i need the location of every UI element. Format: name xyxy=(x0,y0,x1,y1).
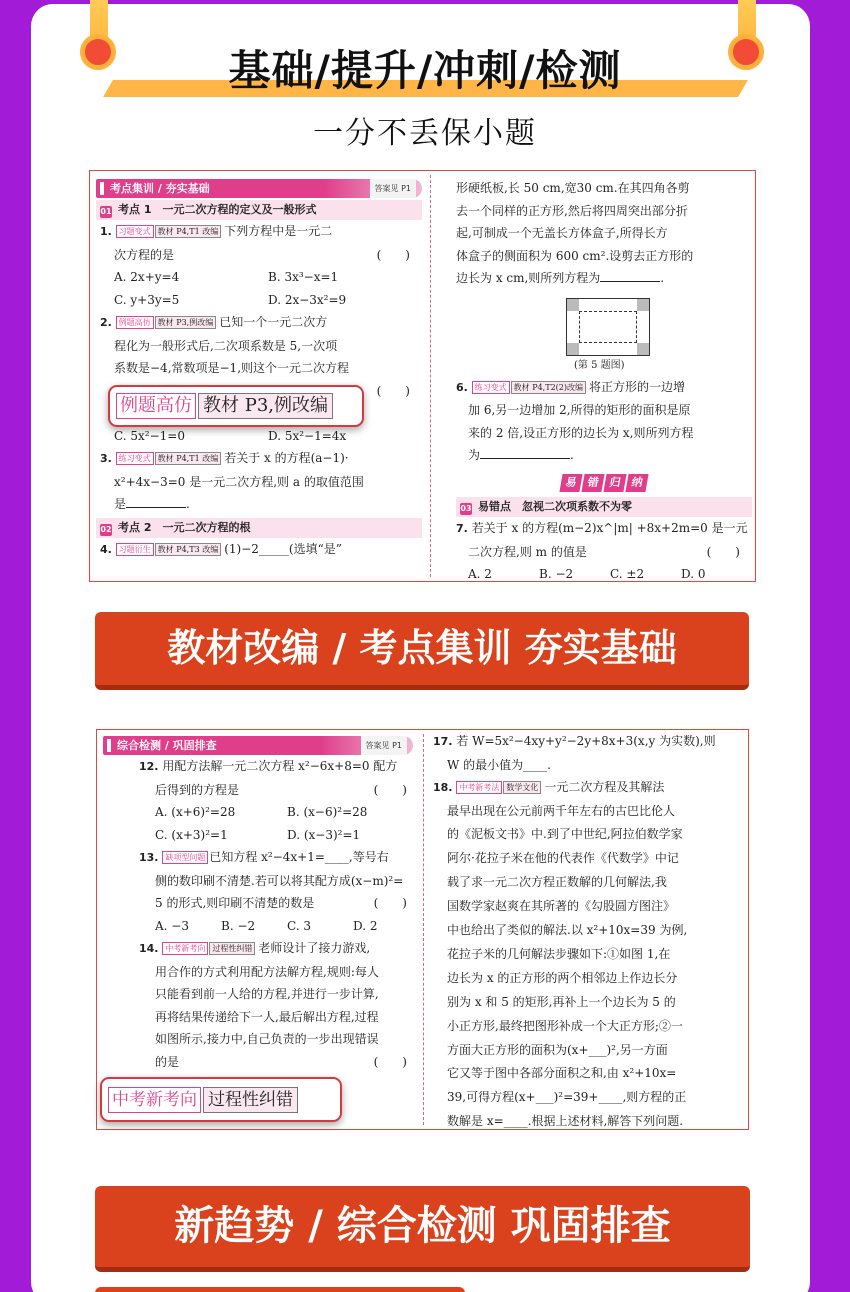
q18-line: 国数学家赵爽在其所著的《勾股圆方图注》 xyxy=(447,899,676,914)
question-7: 7. 若关于 x 的方程(m−2)x^|m| +8x+2m=0 是一元 xyxy=(456,521,748,535)
error-summary-badge: 易 错 归 纳 xyxy=(456,471,752,494)
question-18: 18. 中考新考法 数学文化 一元二次方程及其解法 xyxy=(433,780,665,794)
q18-line: 数解是 x=____.根据上述材料,解答下列问题. xyxy=(447,1114,684,1129)
q18-line: 方面大正方形的面积为(x+___)²,另一方面 xyxy=(447,1042,668,1057)
section-header-2: 综合检测 / 巩固排查 答案见 P1 xyxy=(103,736,413,755)
section-header: 考点集训 / 夯实基础 答案见 P1 xyxy=(96,179,422,198)
box-figure xyxy=(566,298,650,356)
page-title: 基础/提升/冲刺/检测 xyxy=(228,46,622,95)
q18-line: 的《泥板文书》中.到了中世纪,阿拉伯数学家 xyxy=(447,827,683,842)
zoom-callout-2: 中考新考向 过程性纠错 xyxy=(100,1077,342,1122)
q18-line: 小正方形,最终把图形补成一个大正方形;②一 xyxy=(447,1018,683,1033)
answer-ref: 答案见 P1 xyxy=(370,179,416,198)
figure-caption: (第 5 题图) xyxy=(574,359,625,371)
question-18-body xyxy=(433,800,745,1131)
page2-right-col: 17. 若 W=5x²−4xy+y²−2y+8x+3(x,y 为实数),则 W 的最小值为____. 18. 中考新考法 数学文化 一元二次方程及其解法 最早出现在公元前两千年左右的古巴比伦人 的《泥板文书》中.到了中世纪,阿拉伯数学家 阿尔·花拉子米在他的代表作《代数学》中记 载了求一元二次方程正数解的几何解法,我 国数学家赵爽在其所著的《勾股圆方图注》 中也给出了类似的解法.以 x²+10x=39 为例, 花拉子米的几何解法步骤如下:①如图 1,在 边长为 x 的正方形的两个相邻边上作边长分 别为 x 和 5 的矩形,再补上一个边长为 5 的 小正方形,最终把图形补成一个大正方形;②一 方面大正方形的面积为(x+___)²,另一方面 它又等于图中各部分面积之和,由 x²+10x= 39,可得方程(x+___)²=39+____,则方程的正 数解是 x=____.根据上述材料,解答下列问题. xyxy=(433,730,745,1129)
question-3: 3. 练习变式 教材 P4,T1 改编 若关于 x 的方程(a−1)· xyxy=(100,451,349,465)
page1-right-col: 形硬纸板,长 50 cm,宽30 cm.在其四角各剪 去一个同样的正方形,然后将四周突出部分折 起,可制成一个无盖长方体盒子,所得长方 体盒子的侧面积为 600 cm².设剪去正方形的 边长为 x cm,则所列方程为 . (第 5 题图) 6. 练习变式 教材 P4,T2(2)改编 将正方形的一边增 加 6,另一边增加 2,所得的矩形的面积是原 来的 2 倍,设正方形的边长为 x,则所列方程 为 . 易 错 归 纳 03 易错点 忽视二次项系数不为零 7. 若关于 x 的方程(m−2)x^|m| +8x+2m=0 是一元 二次方程,则 m 的值是 ( ) A. 2 B. −2 C. ±2 D. 0 xyxy=(456,177,752,581)
page2-left-col: 综合检测 / 巩固排查 答案见 P1 12. 用配方法解一元二次方程 x²−6x+8=0 配方 后得到的方程是 ( ) A. (x+6)²=28 B. (x−6)²=28 C. (x+3)²=1 D. (x−3)²=1 13. 缺项型问题 已知方程 x²−4x+1=____,等号右 侧的数印刷不清楚.若可以将其配方成(x−m)²= 5 的形式,则印刷不清楚的数是 ( ) A. −3 B. −2 C. 3 D. 2 14. 中考新考向 过程性纠错 老师设计了接力游戏, 用合作的方式利用配方法解方程,规则:每人 只能看到前一人给的方程,并进行一步计算, 再将结果传递给下一人,最后解出方程,过程 如图所示,接力中,自己负责的一步出现错误 的是 ( ) xyxy=(139,736,419,1129)
page1-left-col: 考点集训 / 夯实基础 答案见 P1 01 考点 1 一元二次方程的定义及一般形式 1. 习题变式 教材 P4,T1 改编 下列方程中是一元二 次方程的是 ( ) A. 2x+y=4 B. 3x³−x=1 C. y+3y=5 D. 2x−3x²=9 2. 例题高仿 教材 P3,例改编 已知一个一元二次方 程化为一般形式后,二次项系数是 5,一次项 系数是−4,常数项是−1,则这个一元二次方程 ( ) C. 5x²−1=0 D. 5x²−1=4x 3. 练习变式 教材 P4,T1 改编 若关于 x 的方程(a−1)· x²+4x−3=0 是一元二次方程,则 a 的取值范围 是 . 02 考点 2 一元二次方程的根 4. 习题衍生 教材 P4,T3 改编 (1)−2_____(选填“是” xyxy=(96,179,422,581)
question-13: 13. 缺项型问题 已知方程 x²−4x+1=____,等号右 xyxy=(139,850,389,864)
question-2: 2. 例题高仿 教材 P3,例改编 已知一个一元二次方 xyxy=(100,315,328,329)
q18-line: 最早出现在公元前两千年左右的古巴比伦人 xyxy=(447,803,676,818)
question-6: 6. 练习变式 教材 P4,T2(2)改编 将正方形的一边增 xyxy=(456,379,686,394)
knowledge-point-1: 01 考点 1 一元二次方程的定义及一般形式 xyxy=(96,200,422,220)
question-12: 12. 用配方法解一元二次方程 x²−6x+8=0 配方 xyxy=(139,759,398,773)
q18-line: 边长为 x 的正方形的两个相邻边上作边长分 xyxy=(447,970,678,985)
q18-line: 花拉子米的几何解法步骤如下:①如图 1,在 xyxy=(447,946,671,961)
q18-line: 载了求一元二次方程正数解的几何解法,我 xyxy=(447,875,667,890)
knowledge-point-2: 02 考点 2 一元二次方程的根 xyxy=(96,518,422,538)
q18-line: 它又等于图中各部分面积之和,由 x²+10x= xyxy=(447,1066,677,1081)
book-page-2 xyxy=(96,729,749,1130)
question-14: 14. 中考新考向 过程性纠错 老师设计了接力游戏, xyxy=(139,941,371,955)
page-subtitle: 一分不丢保小题 xyxy=(313,116,537,151)
feature-banner-1: 教材改编 / 考点集训 夯实基础 xyxy=(95,612,749,690)
q18-line: 阿尔·花拉子米在他的代表作《代数学》中记 xyxy=(447,851,679,866)
feature-banner-2: 新趋势 / 综合检测 巩固排查 xyxy=(95,1186,750,1272)
question-4: 4. 习题衍生 教材 P4,T3 改编 (1)−2_____(选填“是” xyxy=(100,541,342,556)
question-1: 1. 习题变式 教材 P4,T1 改编 下列方程中是一元二 xyxy=(100,224,333,238)
q18-line: 39,可得方程(x+___)²=39+____,则方程的正 xyxy=(447,1090,687,1105)
book-page-1 xyxy=(89,170,756,582)
q18-line: 中也给出了类似的解法.以 x²+10x=39 为例, xyxy=(447,923,688,938)
zoom-callout-1: 例题高仿 教材 P3,例改编 xyxy=(108,385,364,427)
next-section-edge xyxy=(95,1287,465,1292)
question-17: 17. 若 W=5x²−4xy+y²−2y+8x+3(x,y 为实数),则 xyxy=(433,734,716,748)
error-point: 03 易错点 忽视二次项系数不为零 xyxy=(456,497,752,517)
q18-line: 别为 x 和 5 的矩形,再补上一个边长为 5 的 xyxy=(447,994,676,1009)
